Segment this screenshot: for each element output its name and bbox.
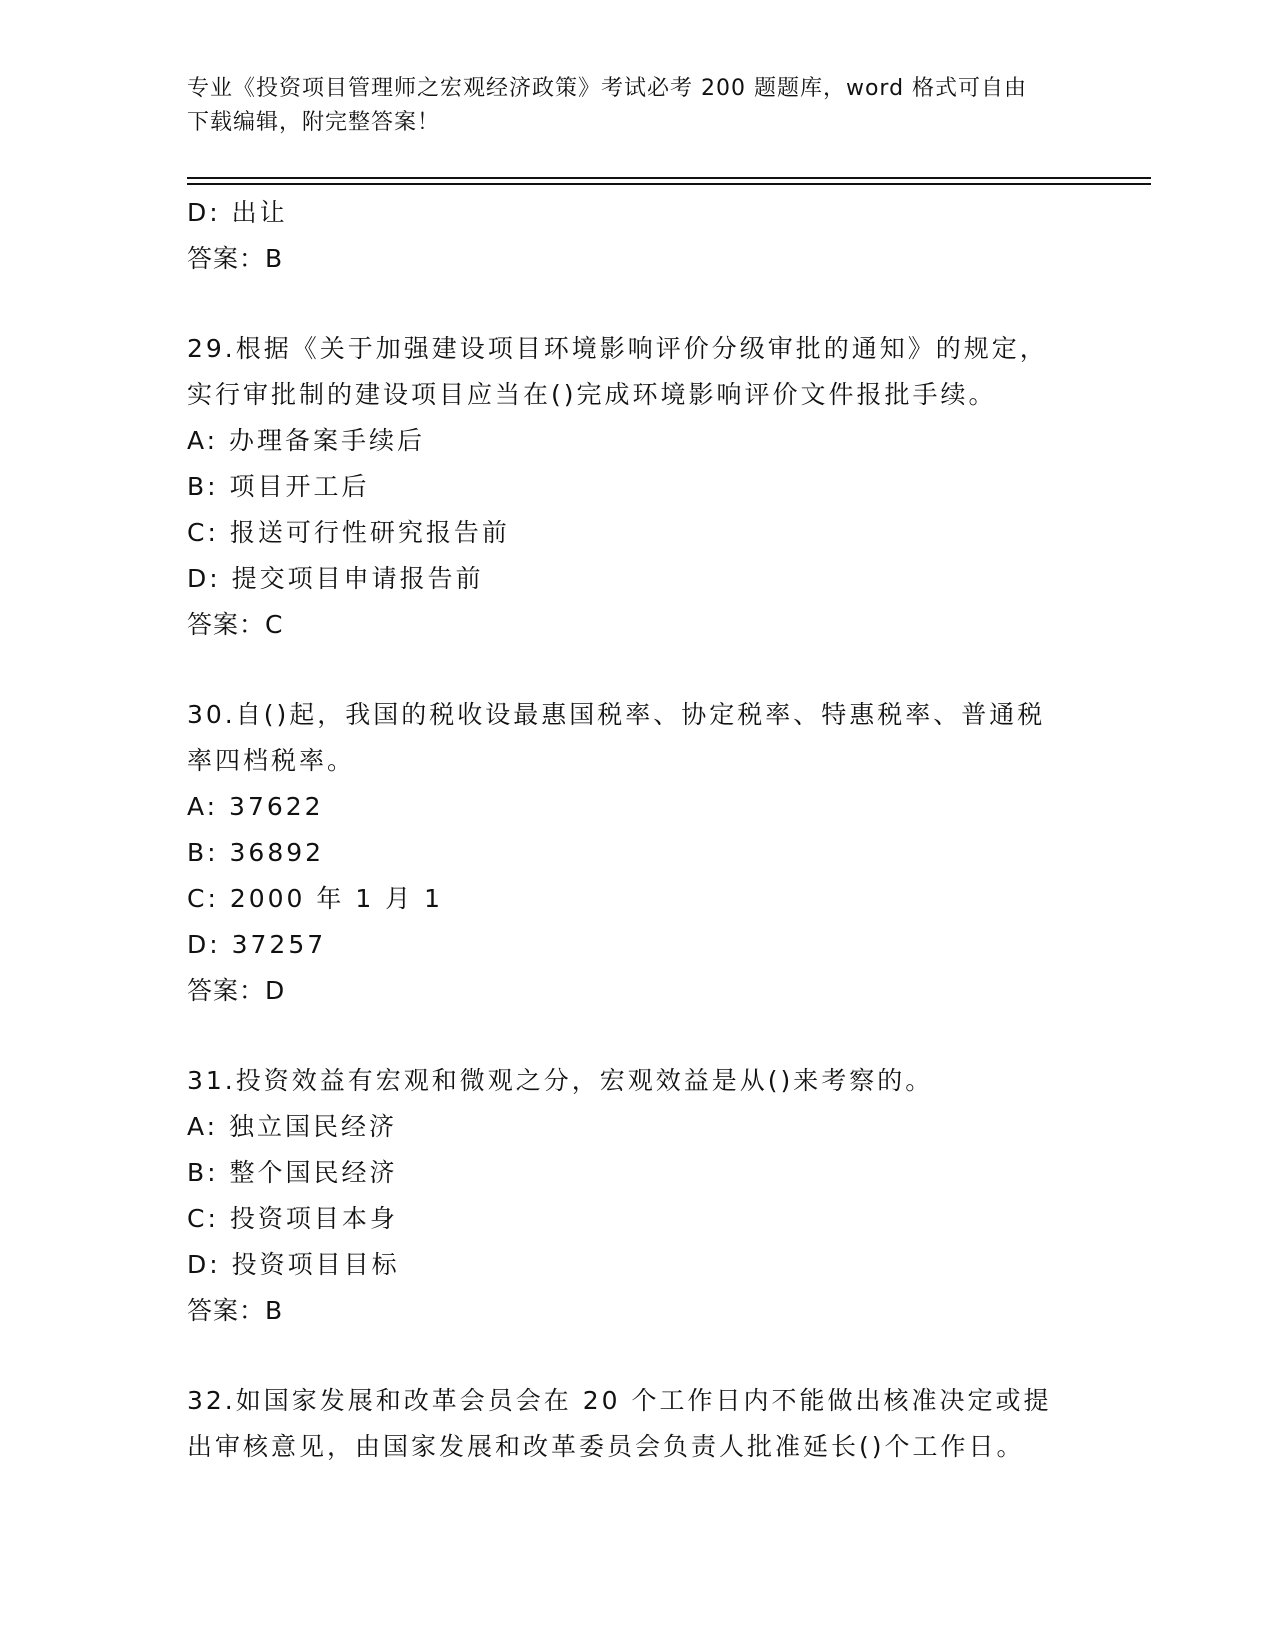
option-c: C: 2000 年 1 月 1 (187, 884, 444, 913)
option-d: D: 37257 (187, 930, 327, 959)
option-d: D: 出让 (187, 198, 288, 227)
answer-line: 答案：B (187, 244, 284, 273)
option-c: C: 投资项目本身 (187, 1204, 398, 1233)
option-b: B: 项目开工后 (187, 472, 370, 501)
question-text-line-1: 30.自()起，我国的税收设最惠国税率、协定税率、特惠税率、普通税 (187, 700, 1046, 729)
question-30 (187, 692, 1087, 1014)
option-d: D: 提交项目申请报告前 (187, 564, 484, 593)
question-text-line-1: 31.投资效益有宏观和微观之分，宏观效益是从()来考察的。 (187, 1066, 934, 1095)
document-header (187, 72, 1077, 140)
option-a: A: 37622 (187, 792, 324, 821)
option-d: D: 投资项目目标 (187, 1250, 400, 1279)
header-line-1: 专业《投资项目管理师之宏观经济政策》考试必考 200 题题库，word 格式可自由 (187, 76, 1028, 101)
question-text-line-1: 32.如国家发展和改革会员会在 20 个工作日内不能做出核准决定或提 (187, 1386, 1052, 1415)
header-line-2: 下载编辑，附完整答案！ (187, 110, 441, 135)
option-a: A: 独立国民经济 (187, 1112, 398, 1141)
question-32 (187, 1378, 1087, 1470)
question-list (187, 190, 1087, 1470)
answer-line: 答案：B (187, 1296, 284, 1325)
question-text-line-2: 率四档税率。 (187, 746, 356, 775)
question-28-tail (187, 190, 1087, 282)
header-divider-bottom (187, 183, 1151, 185)
question-text-line-2: 出审核意见，由国家发展和改革委员会负责人批准延长()个工作日。 (187, 1432, 1025, 1461)
question-text-line-2: 实行审批制的建设项目应当在()完成环境影响评价文件报批手续。 (187, 380, 997, 409)
option-a: A: 办理备案手续后 (187, 426, 426, 455)
answer-line: 答案：D (187, 976, 286, 1005)
question-text-line-1: 29.根据《关于加强建设项目环境影响评价分级审批的通知》的规定， (187, 334, 1048, 363)
answer-line: 答案：C (187, 610, 284, 639)
option-b: B: 整个国民经济 (187, 1158, 398, 1187)
option-b: B: 36892 (187, 838, 325, 867)
option-c: C: 报送可行性研究报告前 (187, 518, 510, 547)
question-29 (187, 326, 1087, 648)
question-31 (187, 1058, 1087, 1334)
header-divider-top (187, 177, 1151, 179)
